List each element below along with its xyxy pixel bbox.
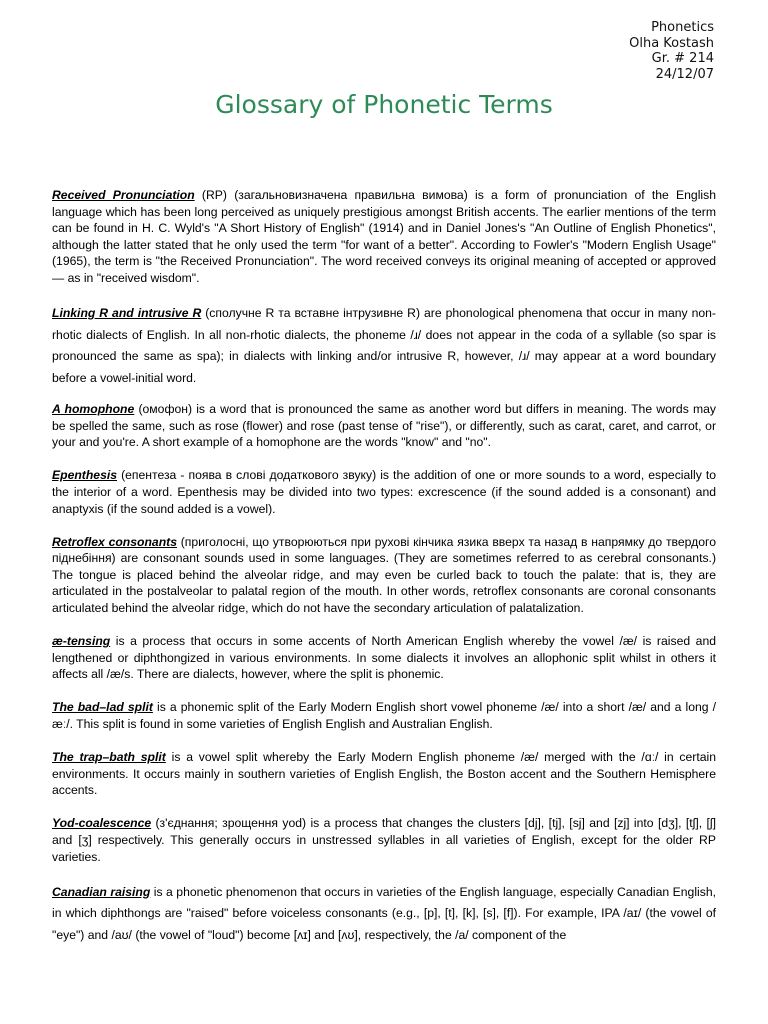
glossary-definition: (RP) (загальновизначена правильна вимова) is a form of pronunciation of the English language which has been long perceived as uniquely prestigious amongst British accents. The earlier mentions of the term can be found in H. C. Wyld's "A Short History of English" (1914) and in Daniel Jones's "An Outline of English Phonetics", although the latter stated that he only used the term "for want of a better". According to Fowler's "Modern English Usage" (1965), the term is "the Received Pronunciation". The word received conveys its original meaning of accepted or approved — as in "received wisdom". <box>52 188 716 285</box>
document-date: 24/12/07 <box>655 66 714 82</box>
glossary-entry <box>52 303 716 389</box>
glossary-entry <box>52 467 716 517</box>
glossary-definition: (епентеза - поява в слові додаткового звуку) is the addition of one or more sounds to a word, especially to the interior of a word. Epenthesis may be divided into two types: excrescence (if the sound added is a consonant) and anaptyxis (if the sound added is a vowel). <box>52 468 716 516</box>
glossary-term: æ-tensing <box>52 634 111 649</box>
glossary-entry <box>52 699 716 732</box>
author-name: Olha Kostash <box>629 35 714 51</box>
glossary-term: Epenthesis <box>52 468 118 483</box>
glossary-definition: is a process that occurs in some accents of North American English whereby the vowel /æ/ is raised and lengthened or diphthongized in various environments. In some dialects it involves an allophonic split whilst in others it affects all /æ/s. There are dialects, however, where the split is phonemic. <box>52 634 716 682</box>
glossary-term: Yod-coalescence <box>52 816 152 831</box>
glossary-term: The trap–bath split <box>52 750 166 765</box>
glossary-definition: (приголосні, що утворюються при рухові кінчика язика вверх та назад в напрямку до твердого піднебіння) are consonant sounds used in some languages. (They are sometimes referred to as cerebral consonants.) The tongue is placed behind the alveolar ridge, and may even be curled back to touch the palate: that is, they are articulated in the postalveolar to palatal region of the mouth. In other words, retroflex consonants are coronal consonants articulated behind the alveolar ridge, which do not have the secondary articulation of palatalization. <box>52 534 716 615</box>
author-block <box>629 20 714 82</box>
glossary-term: Linking R and intrusive R <box>52 306 202 321</box>
glossary-term: A homophone <box>52 402 135 417</box>
glossary-definition: is a phonemic split of the Early Modern English short vowel phoneme /æ/ into a short /æ/ and a long /æː/. This split is found in some varieties of English English and Australian English. <box>52 700 716 731</box>
glossary-definition: (з'єднання; зрощення yod) is a process that changes the clusters [dj], [tj], [sj] and [zj] into [dʒ], [tʃ], [ʃ] and [ʒ] respectively. This generally occurs in unstressed syllables in all varieties of English, except for the older RP varieties. <box>52 816 716 864</box>
page-title: Glossary of Phonetic Terms <box>215 90 553 119</box>
glossary-definition: is a phonetic phenomenon that occurs in varieties of the English language, especially Canadian English, in which diphthongs are "raised" before voiceless consonants (e.g., [p], [t], [k], [s], [f]). For example, IPA /aɪ/ (the vowel of "eye") and /aʊ/ (the vowel of "loud") become [ʌɪ] and [ʌʊ], respectively, the /a/ component of the <box>52 884 716 942</box>
course-name: Phonetics <box>651 20 714 35</box>
glossary-definition: (омофон) is a word that is pronounced the same as another word but differs in meaning. The words may be spelled the same, such as rose (flower) and rose (past tense of "rise"), or differently, such as carat, caret, and carrot, or your and you're. A short example of a homophone are the words "know" and "no". <box>52 402 716 450</box>
glossary-term: Canadian raising <box>52 884 151 899</box>
glossary-term: Received Pronunciation <box>52 188 195 202</box>
group-number: Gr. # 214 <box>651 51 714 66</box>
glossary-entry <box>52 534 716 617</box>
glossary-definition: is a vowel split whereby the Early Modern English phoneme /æ/ merged with the /ɑː/ in certain environments. It occurs mainly in southern varieties of English English, the Boston accent and the Southern Hemisphere accents. <box>52 750 716 798</box>
glossary-entry <box>52 633 716 683</box>
glossary-term: Retroflex consonants <box>52 534 177 549</box>
glossary-body <box>52 187 716 958</box>
glossary-entry <box>52 749 716 799</box>
glossary-entry <box>52 882 716 947</box>
glossary-term: The bad–lad split <box>52 700 153 715</box>
glossary-definition: (сполучне R та вставне інтрузивне R) are phonological phenomena that occur in many non-rhotic dialects of English. In all non-rhotic dialects, the phoneme /ɹ/ does not appear in the coda of a syllable (so spar is pronounced the same as spa); in dialects with linking and/or intrusive R, however, /ɹ/ may appear at a word boundary before a vowel-initial word. <box>52 306 716 385</box>
glossary-entry <box>52 401 716 451</box>
glossary-entry <box>52 187 716 287</box>
glossary-entry <box>52 815 716 865</box>
